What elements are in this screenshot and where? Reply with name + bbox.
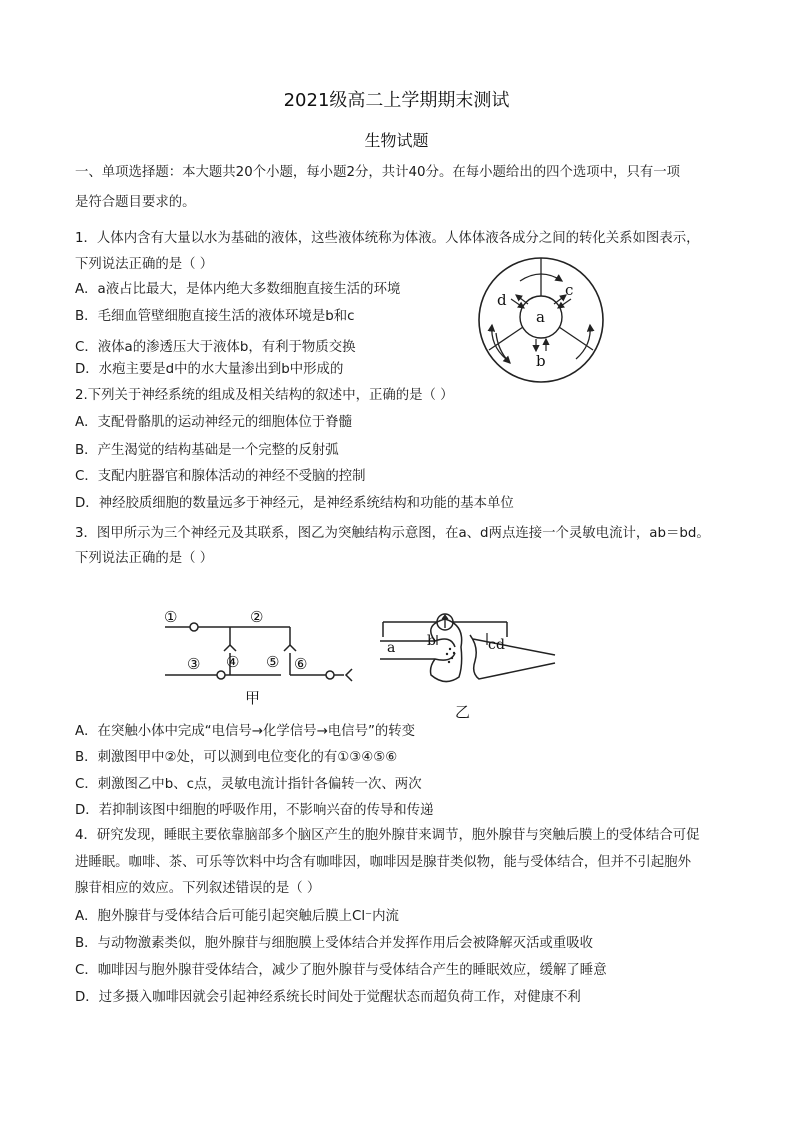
- question-3-stem: 3．图甲所示为三个神经元及其联系，图乙为突触结构示意图，在a、d两点连接一个灵敏电流计，ab＝bd。: [75, 526, 710, 541]
- site-label-2: ②: [250, 608, 264, 626]
- question-3-stem: 下列说法正确的是（ ）: [75, 551, 214, 566]
- body-fluid-diagram: [476, 255, 606, 385]
- section-intro-line: 是符合题目要求的。: [75, 195, 196, 210]
- fluid-label-c: c: [565, 281, 574, 299]
- site-label-5: ⑤: [266, 653, 280, 671]
- question-4-option-d: D．过多摄入咖啡因就会引起神经系统长时间处于觉醒状态而超负荷工作，对健康不利: [75, 990, 581, 1005]
- question-2-option-b: B．产生渴觉的结构基础是一个完整的反射弧: [75, 443, 339, 458]
- question-2-option-d: D．神经胶质细胞的数量远多于神经元，是神经系统结构和功能的基本单位: [75, 496, 514, 511]
- question-1-option-c: C．液体a的渗透压大于液体b，有利于物质交换: [75, 340, 356, 355]
- point-label-b: b: [427, 633, 436, 649]
- question-2-stem: 2.下列关于神经系统的组成及相关结构的叙述中，正确的是（ ）: [75, 388, 454, 403]
- figure-caption-jia: 甲: [245, 689, 261, 705]
- question-2-option-c: C．支配内脏器官和腺体活动的神经不受脑的控制: [75, 469, 366, 484]
- question-2-option-a: A．支配骨骼肌的运动神经元的细胞体位于脊髓: [75, 415, 352, 430]
- question-1-option-a: A．a液占比最大，是体内绝大多数细胞直接生活的环境: [75, 282, 401, 297]
- site-label-1: ①: [164, 608, 178, 626]
- fluid-label-a: a: [536, 308, 545, 326]
- question-1-stem: 下列说法正确的是（ ）: [75, 257, 214, 272]
- question-4-option-c: C．咖啡因与胞外腺苷受体结合，减少了胞外腺苷与受体结合产生的睡眠效应，缓解了睡意: [75, 963, 607, 978]
- point-label-a: a: [387, 640, 396, 656]
- point-label-d: d: [496, 637, 505, 653]
- figure-caption-yi: 乙: [455, 703, 471, 720]
- question-3-option-a: A．在突触小体中完成“电信号→化学信号→电信号”的转变: [75, 724, 416, 739]
- question-4-stem: 进睡眠。咖啡、茶、可乐等饮料中均含有咖啡因，咖啡因是腺苷类似物，能与受体结合，但并不引起胞外: [75, 855, 691, 870]
- neuron-diagram-jia: [160, 605, 360, 705]
- section-intro-line: 一、单项选择题：本大题共20个小题，每小题2分，共计40分。在每小题给出的四个选项中，只有一项: [75, 165, 681, 180]
- question-4-stem: 4．研究发现，睡眠主要依靠脑部多个脑区产生的胞外腺苷来调节，胞外腺苷与突触后膜上的受体结合可促: [75, 828, 700, 843]
- question-4-stem: 腺苷相应的效应。下列叙述错误的是（ ）: [75, 881, 321, 896]
- question-3-option-c: C．刺激图乙中b、c点，灵敏电流计指针各偏转一次、两次: [75, 777, 422, 792]
- site-label-3: ③: [187, 655, 201, 673]
- fluid-label-b: b: [536, 352, 546, 370]
- question-3-option-b: B．刺激图甲中②处，可以测到电位变化的有①③④⑤⑥: [75, 750, 398, 765]
- exam-title: 2021级高二上学期期末测试: [283, 90, 510, 111]
- question-1-stem: 1．人体内含有大量以水为基础的液体，这些液体统称为体液。人体体液各成分之间的转化关系如图表示，: [75, 231, 700, 246]
- site-label-6: ⑥: [294, 655, 308, 673]
- question-1-option-b: B．毛细血管壁细胞直接生活的液体环境是b和c: [75, 309, 355, 324]
- site-label-4: ④: [226, 653, 240, 671]
- question-4-option-a: A．胞外腺苷与受体结合后可能引起突触后膜上Cl⁻内流: [75, 909, 399, 924]
- fluid-label-d: d: [497, 291, 507, 309]
- point-label-c: c: [488, 637, 496, 653]
- exam-subtitle: 生物试题: [364, 131, 429, 150]
- question-3-option-d: D．若抑制该图中细胞的呼吸作用，不影响兴奋的传导和传递: [75, 803, 434, 818]
- synapse-diagram-yi: [375, 605, 560, 720]
- question-4-option-b: B．与动物激素类似，胞外腺苷与细胞膜上受体结合并发挥作用后会被降解灭活或重吸收: [75, 936, 594, 951]
- question-1-option-d: D．水疱主要是d中的水大量渗出到b中形成的: [75, 362, 344, 377]
